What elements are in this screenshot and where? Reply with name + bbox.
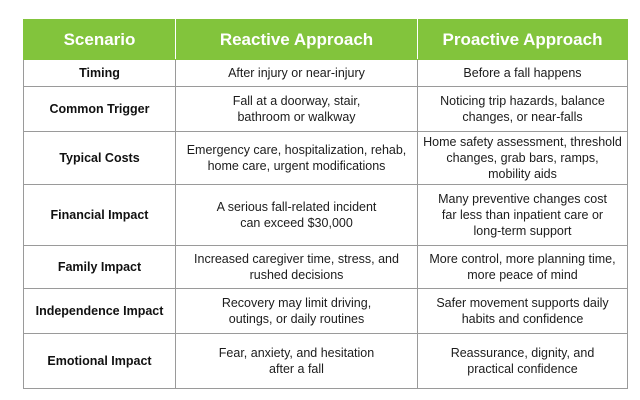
comparison-table-container xyxy=(23,19,627,389)
table-row xyxy=(24,246,628,289)
cell-line: rushed decisions xyxy=(249,268,344,282)
cell-line: far less than inpatient care or xyxy=(441,208,604,222)
cell-line: can exceed $30,000 xyxy=(240,216,353,230)
table-row xyxy=(24,334,628,389)
proactive-cell xyxy=(418,60,628,87)
proactive-cell xyxy=(418,185,628,246)
cell-line: changes, or near-falls xyxy=(462,110,583,124)
cell-line: long-term support xyxy=(473,224,572,238)
reactive-cell xyxy=(176,185,418,246)
row-label: Independence Impact xyxy=(24,289,176,334)
table-row xyxy=(24,289,628,334)
row-label: Timing xyxy=(24,60,176,87)
proactive-cell xyxy=(418,87,628,132)
cell-line: after a fall xyxy=(269,362,324,376)
reactive-cell xyxy=(176,334,418,389)
reactive-cell xyxy=(176,87,418,132)
cell-line: Reassurance, dignity, and xyxy=(450,346,595,360)
cell-line: Recovery may limit driving, xyxy=(221,296,372,310)
row-label: Typical Costs xyxy=(24,132,176,185)
proactive-cell xyxy=(418,289,628,334)
proactive-cell xyxy=(418,246,628,289)
cell-line: After injury or near-injury xyxy=(228,66,365,80)
cell-line: home care, urgent modifications xyxy=(207,159,386,173)
proactive-cell xyxy=(418,334,628,389)
cell-line: Home safety assessment, threshold xyxy=(423,135,622,149)
table-row xyxy=(24,87,628,132)
cell-line: More control, more planning time, xyxy=(429,252,616,266)
header-row xyxy=(24,20,628,60)
cell-line: Noticing trip hazards, balance xyxy=(440,94,605,108)
cell-line: outings, or daily routines xyxy=(228,312,365,326)
header-reactive: Reactive Approach xyxy=(176,20,418,60)
cell-line: more peace of mind xyxy=(467,268,578,282)
comparison-table xyxy=(23,19,628,389)
table-row xyxy=(24,132,628,185)
header-scenario: Scenario xyxy=(24,20,176,60)
row-label: Emotional Impact xyxy=(24,334,176,389)
cell-line: practical confidence xyxy=(467,362,578,376)
cell-line: Emergency care, hospitalization, rehab, xyxy=(186,143,407,157)
cell-line: A serious fall-related incident xyxy=(216,200,377,214)
row-label: Family Impact xyxy=(24,246,176,289)
cell-line: bathroom or walkway xyxy=(237,110,356,124)
table-row xyxy=(24,185,628,246)
cell-line: Many preventive changes cost xyxy=(438,192,607,206)
cell-line: mobility aids xyxy=(488,167,557,181)
cell-line: Fear, anxiety, and hesitation xyxy=(218,346,375,360)
cell-line: Fall at a doorway, stair, xyxy=(232,94,361,108)
cell-line: Increased caregiver time, stress, and xyxy=(194,252,399,266)
reactive-cell xyxy=(176,289,418,334)
reactive-cell xyxy=(176,132,418,185)
reactive-cell xyxy=(176,246,418,289)
proactive-cell xyxy=(418,132,628,185)
row-label: Common Trigger xyxy=(24,87,176,132)
cell-line: habits and confidence xyxy=(461,312,584,326)
reactive-cell xyxy=(176,60,418,87)
table-row xyxy=(24,60,628,87)
row-label: Financial Impact xyxy=(24,185,176,246)
cell-line: changes, grab bars, ramps, xyxy=(446,151,599,165)
cell-line: Safer movement supports daily xyxy=(436,296,609,310)
header-proactive: Proactive Approach xyxy=(418,20,628,60)
cell-line: Before a fall happens xyxy=(463,66,582,80)
